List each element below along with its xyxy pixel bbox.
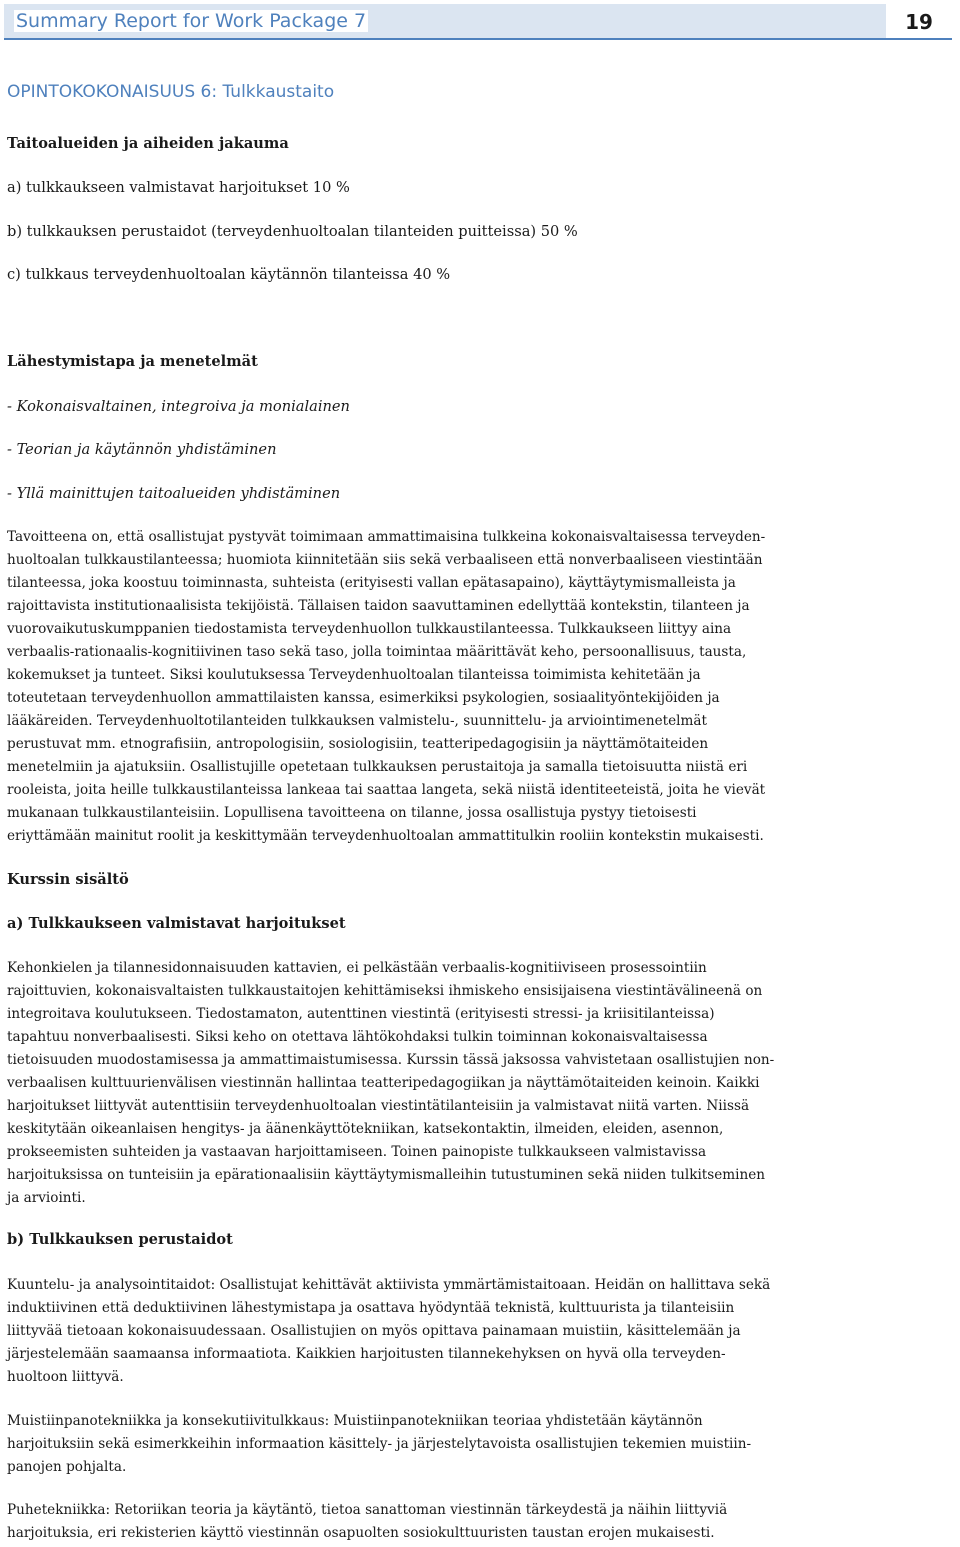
section-b-paragraph-listening [7, 1274, 947, 1389]
paragraph-line: harjoituksiin sekä esimerkkeihin informaation käsittely- ja järjestelytavoista osallistujien tekemien muistiin- [7, 1436, 752, 1452]
paragraph-line: Muistiinpanotekniikka ja konsekutiivitulkkaus: Muistiinpanotekniikan teoriaa yhdistetään käytännön [7, 1413, 703, 1429]
paragraph-line: Kehonkielen ja tilannesidonnaisuuden kattavien, ei pelkästään verbaalis-kognitiiviseen prosessointiin [7, 960, 707, 976]
paragraph-line: keskitytään oikeanlaisen hengitys- ja äänenkäyttötekniikan, katsekontaktin, ilmeiden, eleiden, asennon, [7, 1121, 724, 1137]
section-b-paragraph-speech [7, 1499, 947, 1545]
paragraph-line: menetelmiin ja ajatuksiin. Osallistujille opetetaan tulkkauksen perustaitoja ja samalla tietoisuutta niistä eri [7, 759, 748, 775]
distribution-item: b) tulkkauksen perustaidot (terveydenhuoltoalan tilanteiden puitteissa) 50 % [7, 223, 578, 240]
paragraph-line: Kuuntelu- ja analysointitaidot: Osallistujat kehittävät aktiivista ymmärtämistaitoaan. Heidän on hallittava sekä [7, 1277, 771, 1293]
approach-item: - Teorian ja käytännön yhdistäminen [7, 441, 277, 458]
page-number: 19 [886, 4, 952, 38]
paragraph-line: verbaalisen kulttuurienvälisen viestinnän hallintaa teatteripedagogiikan ja näyttämötaiteiden keinoin. Kaikki [7, 1075, 760, 1091]
paragraph-line: verbaalis-rationaalis-kognitiivinen taso sekä taso, jolla toimintaa määrittävät keho, persoonallisuus, tausta, [7, 644, 747, 660]
paragraph-line: eriyttämään mainitut roolit ja keskittymään terveydenhuoltoalan ammattitulkin rooliin kontekstin mukaisesti. [7, 828, 764, 844]
paragraph-line: harjoituksissa on tunteisiin ja epärationaalisiin käyttäytymismalleihin tutustuminen sekä niiden tulkitseminen [7, 1167, 766, 1183]
document-title [14, 10, 368, 32]
paragraph-line: harjoituksia, eri rekisterien käyttö viestinnän osapuolten sosiokulttuuristen taustan erojen mukaisesti. [7, 1525, 715, 1541]
section-a-paragraph [7, 957, 947, 1210]
paragraph-line: rajoittavista institutionaalisista tekijöistä. Tällaisen taidon saavuttaminen edellyttää kontekstin, tilanteen ja [7, 598, 750, 614]
paragraph-line: rajoittuvien, kokonaisvaltaisten tulkkaustaitojen kehittämiseksi ihmiskeho ensisijaisena viestintävälineenä on [7, 983, 763, 999]
distribution-item: a) tulkkaukseen valmistavat harjoitukset 10 % [7, 179, 350, 196]
paragraph-line: tilanteessa, joka koostuu toiminnasta, suhteista (erityisesti vallan epätasapaino), käyttäytymismalleista ja [7, 575, 736, 591]
paragraph-line: kokemukset ja tunteet. Siksi koulutuksessa Terveydenhuoltoalan tilanteissa toimimista kehitetään ja [7, 667, 701, 683]
paragraph-line: tapahtuu nonverbaalisesti. Siksi keho on otettava lähtökohdaksi tulkin toiminnan kokonaisvaltaisessa [7, 1029, 708, 1045]
content-heading: Kurssin sisältö [7, 871, 129, 888]
paragraph-line: järjestelemään saamaansa informaatiota. Kaikkien harjoitusten tilannekehyksen on hyvä olla terveyden- [7, 1346, 726, 1362]
paragraph-line: panojen pohjalta. [7, 1459, 127, 1475]
page-header [4, 4, 952, 40]
paragraph-line: toteutetaan terveydenhuollon ammattilaisten kanssa, esimerkiksi psykologien, sosiaalityöntekijöiden ja [7, 690, 720, 706]
paragraph-line: perustuvat mm. etnografisiin, antropologisiin, sosiologisiin, teatteripedagogisiin ja näyttämötaiteiden [7, 736, 709, 752]
paragraph-line: tietoisuuden muodostamisessa ja ammattimaistumisessa. Kurssin tässä jaksossa vahvistetaan osallistujien non- [7, 1052, 775, 1068]
paragraph-line: vuorovaikutuskumppanien tiedostamista terveydenhuollon tulkkaustilanteessa. Tulkkaukseen liittyy aina [7, 621, 732, 637]
paragraph-line: huoltoon liittyvä. [7, 1369, 124, 1385]
approach-item: - Kokonaisvaltainen, integroiva ja monialainen [7, 398, 350, 415]
distribution-item: c) tulkkaus terveydenhuoltoalan käytännön tilanteissa 40 % [7, 266, 451, 283]
paragraph-line: harjoitukset liittyvät autenttisiin terveydenhuoltoalan viestintätilanteisiin ja valmistavat niitä varten. Niissä [7, 1098, 750, 1114]
paragraph-line: huoltoalan tulkkaustilanteessa; huomiota kiinnitetään siis sekä verbaaliseen että nonverbaaliseen viestintään [7, 552, 763, 568]
paragraph-line: ja arviointi. [7, 1190, 86, 1206]
paragraph-line: Tavoitteena on, että osallistujat pystyvät toimimaan ammattimaisina tulkkeina kokonaisvaltaisessa terveyden- [7, 529, 766, 545]
approach-heading: Lähestymistapa ja menetelmät [7, 353, 258, 370]
section-a-heading: a) Tulkkaukseen valmistavat harjoitukset [7, 915, 346, 932]
paragraph-line: prokseemisten suhteiden ja vastaavan harjoittamiseen. Toinen painopiste tulkkaukseen valmistavissa [7, 1144, 707, 1160]
section-b-heading: b) Tulkkauksen perustaidot [7, 1231, 233, 1248]
document-title-text: Summary Report for Work Package 7 [16, 10, 367, 32]
goal-paragraph [7, 526, 947, 848]
section-title: OPINTOKOKONAISUUS 6: Tulkkaustaito [7, 82, 335, 102]
section-b-paragraph-notetaking [7, 1410, 947, 1479]
distribution-heading: Taitoalueiden ja aiheiden jakauma [7, 135, 289, 152]
approach-item: - Yllä mainittujen taitoalueiden yhdistäminen [7, 485, 341, 502]
paragraph-line: integroitava koulutukseen. Tiedostamaton, autenttinen viestintä (erityisesti stressi- ja kriisitilanteissa) [7, 1006, 715, 1022]
paragraph-line: Puhetekniikka: Retoriikan teoria ja käytäntö, tietoa sanattoman viestinnän tärkeydestä ja näihin liittyviä [7, 1502, 728, 1518]
paragraph-line: rooleista, joita heille tulkkaustilanteissa lankeaa tai saattaa langeta, sekä niistä identiteeteistä, joita he vievät [7, 782, 766, 798]
paragraph-line: mukanaan tulkkaustilanteisiin. Lopullisena tavoitteena on tilanne, jossa osallistuja pystyy tietoisesti [7, 805, 697, 821]
paragraph-line: induktiivinen että deduktiivinen lähestymistapa ja osattava hyödyntää teknistä, kulttuurista ja tilanteisiin [7, 1300, 735, 1316]
paragraph-line: lääkäreiden. Terveydenhuoltotilanteiden tulkkauksen valmistelu-, suunnittelu- ja arviointimenetelmät [7, 713, 707, 729]
paragraph-line: liittyvää tietoaan kokonaisuudessaan. Osallistujien on myös opittava painamaan muistiin, käsittelemään ja [7, 1323, 741, 1339]
